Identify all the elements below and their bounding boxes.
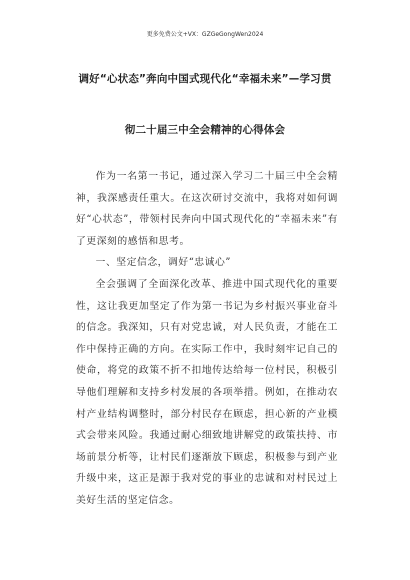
paragraph-intro: 作为一名第一书记，通过深入学习二十届三中全会精神，我深感责任重大。在这次研讨交流中，我将对如何调好“心状态”，带领村民奔向中国式现代化的“幸福未来”有了更深刻的感悟和思考。 [76,171,338,247]
document-title-line-1: 调好“心状态”奔向中国式现代化“幸福未来”—学习贯 [78,73,332,85]
document-body [76,166,338,512]
paragraph-section-1: 全会强调了全面深化改革、推进中国式现代化的重要性，这让我更加坚定了作为第一书记为乡村振兴事业奋斗的信念。我深知，只有对党忠诚，对人民负责，才能在工作中保持正确的方向。在实际工作中，我时刻牢记自己的使命，将党的政策不折不扣地传达给每一位村民，积极引导他们理解和支持乡村发展的各项举措。例如，在推动农村产业结构调整时，部分村民存在顾虑，担心新的产业模式会带来风险。我通过耐心细致地讲解党的政策扶持、市场前景分析等，让村民们逐渐放下顾虑，积极参与到产业升级中来，这正是源于我对党的事业的忠诚和对村民过上美好生活的坚定信念。 [76,278,338,506]
document-title-line-2: 彻二十届三中全会精神的心得体会 [124,124,286,136]
section-heading: 一、坚定信念，调好“忠诚心” [95,257,231,269]
header-note: 更多免费公文+VX：GZGeGongWen2024 [146,31,264,38]
